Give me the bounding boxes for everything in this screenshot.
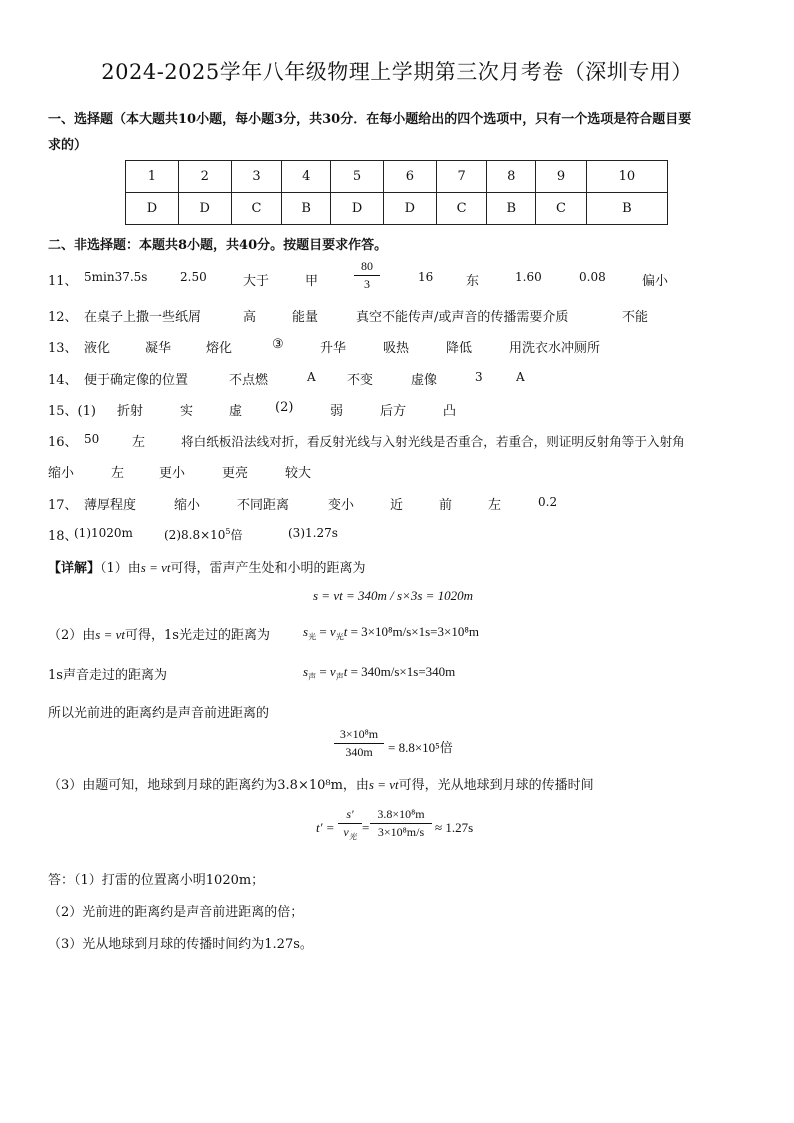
q11-answer-3: 大于 — [243, 274, 270, 289]
answer-table-number-cell: 8 — [487, 161, 536, 193]
q14-answer-7: A — [516, 370, 525, 384]
q11-fraction-numerator: 80 — [361, 259, 373, 273]
q18-answer-2-exp: 5 — [225, 527, 231, 536]
answer-table-answer-cell: C — [231, 193, 282, 225]
q18-answer-1: (1)1020m — [74, 526, 133, 540]
q14-answer-3: A — [307, 370, 316, 384]
q17-answer-1: 薄厚程度 — [84, 498, 137, 513]
q15-answer-6: 凸 — [443, 404, 457, 419]
q13-answer-8: 用洗衣水冲厕所 — [509, 341, 601, 356]
q11-fraction — [354, 259, 380, 292]
q13-number: 13、 — [48, 341, 78, 356]
q16-cont-4: 更亮 — [222, 466, 249, 481]
q16-answer-3: 将白纸板沿法线对折，看反射光线与入射光线是否重合，若重合，则证明反射角等于入射角 — [181, 434, 685, 449]
equation-2-rest: = 3×10⁸m/s×1s=3×10⁸m — [350, 624, 479, 639]
sub-sound: 声 — [308, 672, 317, 682]
answer-table-answer-cell: B — [282, 193, 331, 225]
detail-p5 — [48, 774, 594, 793]
q17-answer-5: 近 — [390, 498, 404, 513]
detail-p1-pre: （1）由 — [100, 561, 141, 576]
formula-svt: s = vt — [95, 627, 125, 642]
fraction-bar — [370, 823, 432, 824]
q11-answer-7: 1.60 — [515, 270, 542, 284]
formula-svt: s = vt — [368, 777, 399, 792]
equals-sign: = — [362, 820, 370, 835]
q13-answer-7: 降低 — [446, 341, 473, 356]
q11-number: 11、 — [48, 274, 78, 289]
q11-answer-1: 5min37.5s — [84, 270, 148, 284]
answer-table — [125, 160, 668, 225]
q13-answer-3: 熔化 — [206, 341, 233, 356]
equation-3: $s_声 = v_声t = 340m/s\times 1s=340m$ — [303, 664, 456, 682]
q17-answer-2: 缩小 — [174, 498, 201, 513]
q12-answer-1: 在桌子上撒一些纸屑 — [84, 310, 202, 325]
fraction-time — [338, 807, 362, 842]
q17-answer-4: 变小 — [328, 498, 355, 513]
fraction-ratio-numerator: 3×10⁸m — [339, 727, 379, 741]
answer-table-number-cell: 2 — [178, 161, 231, 193]
q14-answer-5: 虚像 — [411, 373, 438, 388]
q18-answer-2 — [164, 526, 243, 543]
q12-answer-5: 不能 — [622, 310, 649, 325]
fraction-bar — [338, 823, 362, 824]
answer-line-1: 答：（1）打雷的位置离小明1020m； — [48, 873, 265, 888]
equation-5-result: ≈ 1.27s — [435, 820, 474, 835]
q18-answer-2-value: (2)8.8×10 — [164, 528, 226, 542]
section1-heading-cont: 求的） — [48, 138, 88, 153]
section1-heading: 一、选择题（本大题共10小题，每小题3分，共30分．在每小题给出的四个选项中，只有一个选项是符合题目要 — [48, 112, 692, 127]
answer-table-number-cell: 4 — [282, 161, 331, 193]
q15-answer-2: 实 — [180, 404, 194, 419]
detail-p5-pre: （3）由题可知，地球到月球的距离约为3.8×10⁸m，由 — [48, 778, 369, 793]
q16-answer-1: 50 — [84, 432, 100, 446]
q18-answer-3: (3)1.27s — [288, 526, 338, 540]
q14-answer-2: 不点燃 — [229, 373, 269, 388]
detail-p2 — [48, 624, 270, 643]
detail-p1-post: 可得，雷声产生处和小明的距离为 — [170, 561, 366, 576]
q13-answer-5: 升华 — [320, 341, 347, 356]
q15-answer-4: 弱 — [330, 404, 344, 419]
answer-table-answers-row — [126, 193, 668, 225]
answer-table-answer-cell: B — [586, 193, 667, 225]
q15-part-2: (2) — [275, 400, 294, 415]
detail-p3: 1s声音走过的距离为 — [48, 668, 167, 683]
fraction-time-value-numerator: 3.8×10⁸m — [377, 807, 425, 821]
answer-table-numbers-row — [126, 161, 668, 193]
equation-1: s = vt = 340m / s×3s = 1020m — [313, 588, 474, 603]
q16-cont-1: 缩小 — [48, 466, 75, 481]
detail-p4: 所以光前进的距离约是声音前进距离的 — [48, 706, 270, 721]
q15-answer-3: 虚 — [229, 404, 243, 419]
fraction-ratio-denominator: 340m — [345, 745, 373, 759]
q11-answer-9: 偏小 — [642, 274, 669, 289]
answer-table-answer-cell: C — [436, 193, 487, 225]
q13-answer-6: 吸热 — [383, 341, 410, 356]
q11-answer-2: 2.50 — [180, 270, 207, 284]
q12-answer-3: 能量 — [292, 310, 319, 325]
answer-table-answer-cell: D — [331, 193, 384, 225]
q16-cont-2: 左 — [111, 466, 125, 481]
q17-answer-3: 不同距离 — [237, 498, 290, 513]
q12-answer-4: 真空不能传声/或声音的传播需要介质 — [356, 310, 569, 325]
equation-5-lhs: t′ = — [316, 820, 335, 835]
equation-3-rest: = 340m/s×1s=340m — [350, 664, 456, 679]
answer-table-number-cell: 5 — [331, 161, 384, 193]
q14-answer-6: 3 — [475, 370, 483, 384]
q14-answer-4: 不变 — [347, 373, 374, 388]
q16-number: 16、 — [48, 435, 78, 450]
answer-table-number-cell: 10 — [586, 161, 667, 193]
detail-p5-post: 可得，光从地球到月球的传播时间 — [398, 778, 594, 793]
q11-answer-5: 16 — [418, 270, 434, 284]
q11-answer-8: 0.08 — [579, 270, 606, 284]
fraction-time-numerator: s′ — [346, 807, 354, 821]
sub-light: 光 — [348, 832, 357, 842]
q17-number: 17、 — [48, 498, 78, 513]
q11-answer-4: 甲 — [305, 274, 319, 289]
answer-table-number-cell: 9 — [536, 161, 587, 193]
page-title: 2024-2025学年八年级物理上学期第三次月考卷（深圳专用） — [101, 60, 693, 84]
answer-table-number-cell: 6 — [383, 161, 436, 193]
sub-light: 光 — [335, 632, 344, 642]
equation-4-result: = 8.8×10⁵倍 — [388, 740, 453, 755]
q13-answer-2: 凝华 — [145, 341, 172, 356]
equation-2: $s_光 = v_光t = 3\times 10^8m/s\times 1s=3\times 10^8m$ — [303, 624, 479, 642]
q12-number: 12、 — [48, 310, 78, 325]
q17-answer-6: 前 — [439, 498, 453, 513]
q15-number: 15、(1) — [48, 404, 96, 419]
q13-answer-1: 液化 — [84, 341, 111, 356]
q11-fraction-denominator: 3 — [364, 277, 370, 291]
fraction-time-denominator — [338, 825, 362, 842]
q17-answer-8: 0.2 — [538, 495, 558, 509]
answer-table-answer-cell: D — [126, 193, 179, 225]
answer-line-3: （3）光从地球到月球的传播时间约为1.27s。 — [48, 937, 313, 952]
fraction-time-v: v — [343, 825, 349, 839]
sub-light: 光 — [308, 632, 317, 642]
fraction-bar — [354, 275, 380, 276]
q15-answer-5: 后方 — [380, 404, 407, 419]
answer-table-number-cell: 7 — [436, 161, 487, 193]
q11-answer-6: 东 — [466, 274, 480, 289]
answer-table-answer-cell: D — [383, 193, 436, 225]
q18-answer-2-unit: 倍 — [230, 528, 243, 542]
fraction-time-value-denominator: 3×10⁸m/s — [377, 825, 425, 839]
answer-table-answer-cell: D — [178, 193, 231, 225]
q15-answer-1: 折射 — [117, 404, 144, 419]
q16-cont-3: 更小 — [159, 466, 186, 481]
q16-answer-2: 左 — [132, 435, 146, 450]
fraction-bar — [334, 743, 384, 744]
q17-answer-7: 左 — [488, 498, 502, 513]
formula-svt: s = vt — [140, 560, 171, 575]
answer-line-2: （2）光前进的距离约是声音前进距离的倍； — [48, 905, 304, 920]
q14-number: 14、 — [48, 373, 78, 388]
answer-table-number-cell: 3 — [231, 161, 282, 193]
fraction-ratio — [334, 727, 384, 760]
sub-sound: 声 — [335, 672, 344, 682]
answer-table-answer-cell: B — [487, 193, 536, 225]
detail-p2-post: 可得，1s光走过的距离为 — [125, 628, 270, 643]
detail-tag: 【详解】 — [48, 561, 101, 576]
q18-number: 18、 — [48, 529, 78, 544]
answer-table-answer-cell: C — [536, 193, 587, 225]
detail-p1 — [48, 557, 366, 576]
q13-answer-4: ③ — [272, 337, 284, 352]
q14-answer-1: 便于确定像的位置 — [84, 373, 189, 388]
q12-answer-2: 高 — [243, 310, 257, 325]
fraction-time-value — [370, 807, 432, 840]
section2-heading: 二、非选择题：本题共8小题，共40分。按题目要求作答。 — [48, 238, 388, 253]
q16-cont-5: 较大 — [285, 466, 312, 481]
detail-p2-pre: （2）由 — [48, 628, 96, 643]
answer-table-number-cell: 1 — [126, 161, 179, 193]
